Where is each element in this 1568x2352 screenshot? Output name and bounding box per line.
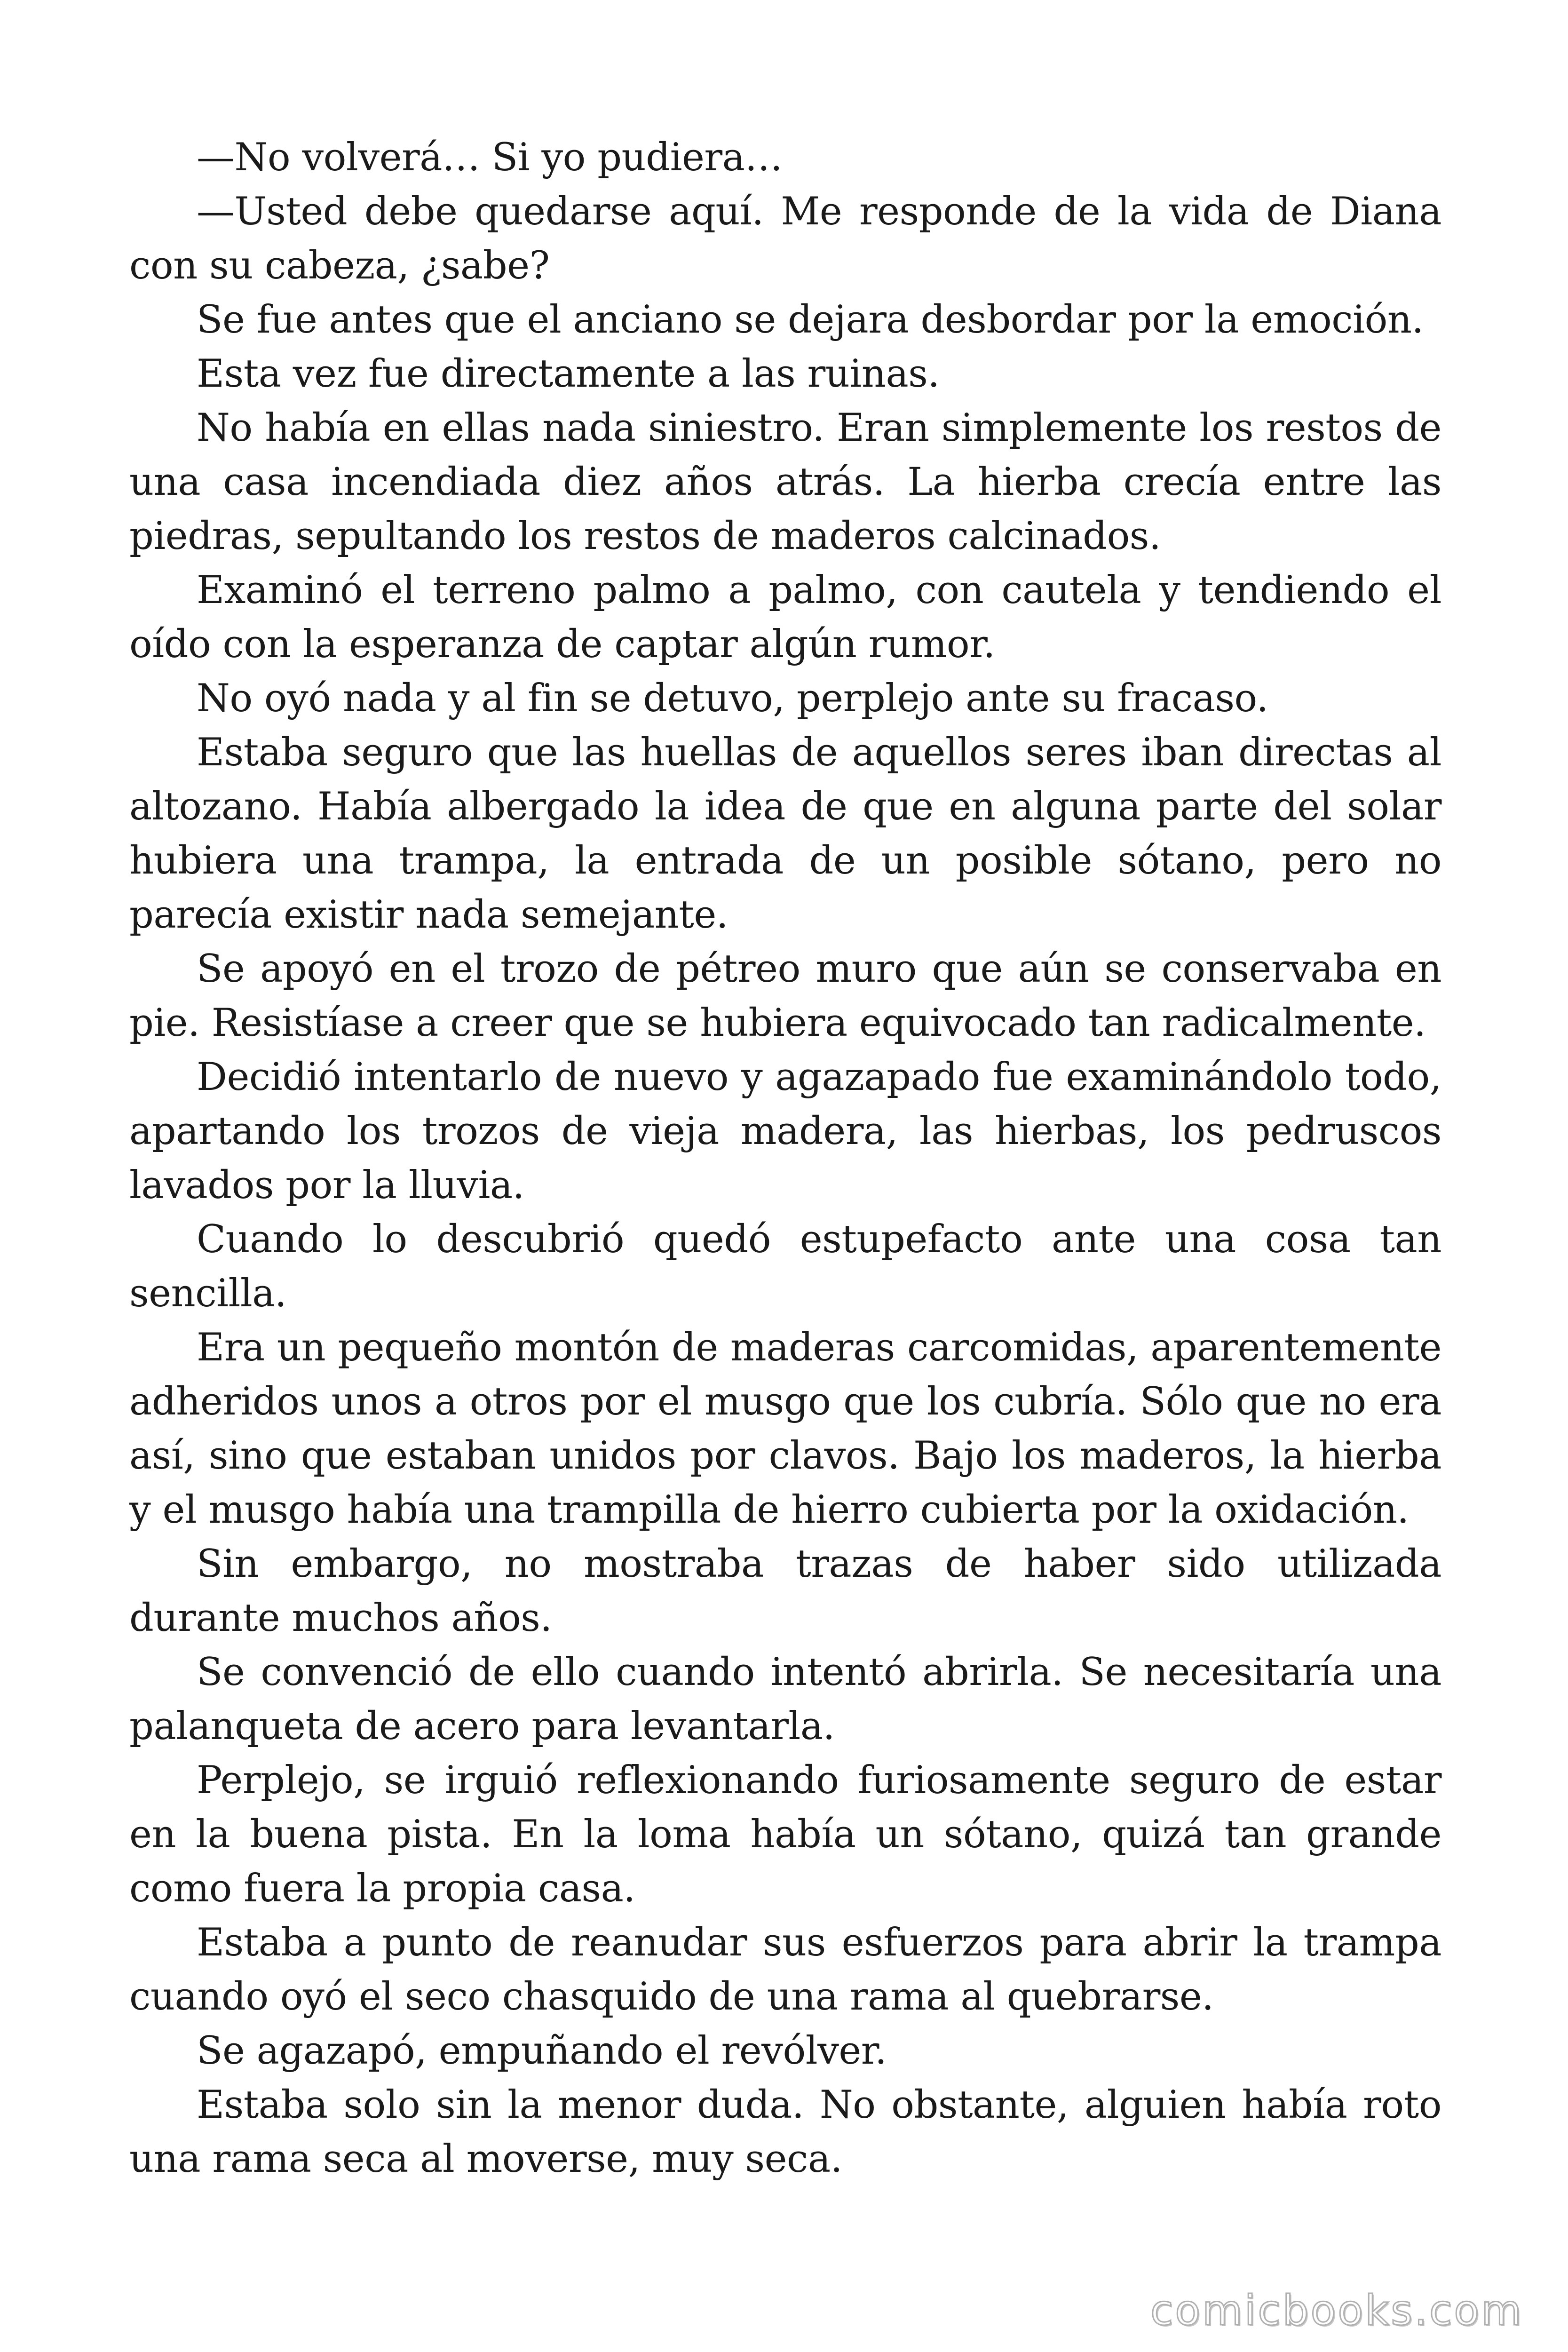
watermark-text: comicbooks.com bbox=[1150, 2286, 1523, 2335]
paragraph: —Usted debe quedarse aquí. Me responde de la vida de Diana con su cabeza, ¿sabe? bbox=[129, 190, 1441, 288]
paragraph: Estaba solo sin la menor duda. No obstante, alguien había roto una rama seca al moverse, muy seca. bbox=[129, 2083, 1441, 2181]
paragraph: Se convenció de ello cuando intentó abrirla. Se necesitaría una palanqueta de acero para levantarla. bbox=[129, 1650, 1441, 1748]
paragraph: Se fue antes que el anciano se dejara desbordar por la emoción. bbox=[197, 298, 1424, 342]
paragraph: Se agazapó, empuñando el revólver. bbox=[197, 2029, 887, 2073]
paragraph: Estaba seguro que las huellas de aquellos seres iban directas al altozano. Había albergado la idea de que en alguna parte del solar hubiera una trampa, la entrada de un posible sótano, pero no parecía existir nada semejante. bbox=[129, 731, 1441, 937]
paragraph: Sin embargo, no mostraba trazas de haber sido utilizada durante muchos años. bbox=[129, 1542, 1441, 1640]
paragraph: Era un pequeño montón de maderas carcomidas, aparentemente adheridos unos a otros por el musgo que los cubría. Sólo que no era así, sino que estaban unidos por clavos. Bajo los maderos, la hierba y el musgo había una trampilla de hierro cubierta por la oxidación. bbox=[129, 1326, 1441, 1532]
paragraph: Estaba a punto de reanudar sus esfuerzos para abrir la trampa cuando oyó el seco chasquido de una rama al quebrarse. bbox=[129, 1921, 1441, 2019]
paragraph: No había en ellas nada siniestro. Eran simplemente los restos de una casa incendiada diez años atrás. La hierba crecía entre las piedras, sepultando los restos de maderos calcinados. bbox=[129, 406, 1441, 558]
paragraph: Perplejo, se irguió reflexionando furiosamente seguro de estar en la buena pista. En la loma había un sótano, quizá tan grande como fuera la propia casa. bbox=[129, 1758, 1441, 1911]
paragraph: —No volverá… Si yo pudiera… bbox=[197, 135, 783, 180]
body-text bbox=[129, 131, 1441, 2186]
paragraph: Esta vez fue directamente a las ruinas. bbox=[197, 352, 940, 396]
paragraph: Cuando lo descubrió quedó estupefacto ante una cosa tan sencilla. bbox=[129, 1217, 1441, 1316]
paragraph: Se apoyó en el trozo de pétreo muro que aún se conservaba en pie. Resistíase a creer que se hubiera equivocado tan radicalmente. bbox=[129, 947, 1441, 1045]
paragraph: Decidió intentarlo de nuevo y agazapado fue examinándolo todo, apartando los trozos de vieja madera, las hierbas, los pedruscos lavados por la lluvia. bbox=[129, 1055, 1441, 1208]
paragraph: Examinó el terreno palmo a palmo, con cautela y tendiendo el oído con la esperanza de captar algún rumor. bbox=[129, 568, 1441, 667]
paragraph: No oyó nada y al fin se detuvo, perplejo ante su fracaso. bbox=[197, 676, 1268, 721]
